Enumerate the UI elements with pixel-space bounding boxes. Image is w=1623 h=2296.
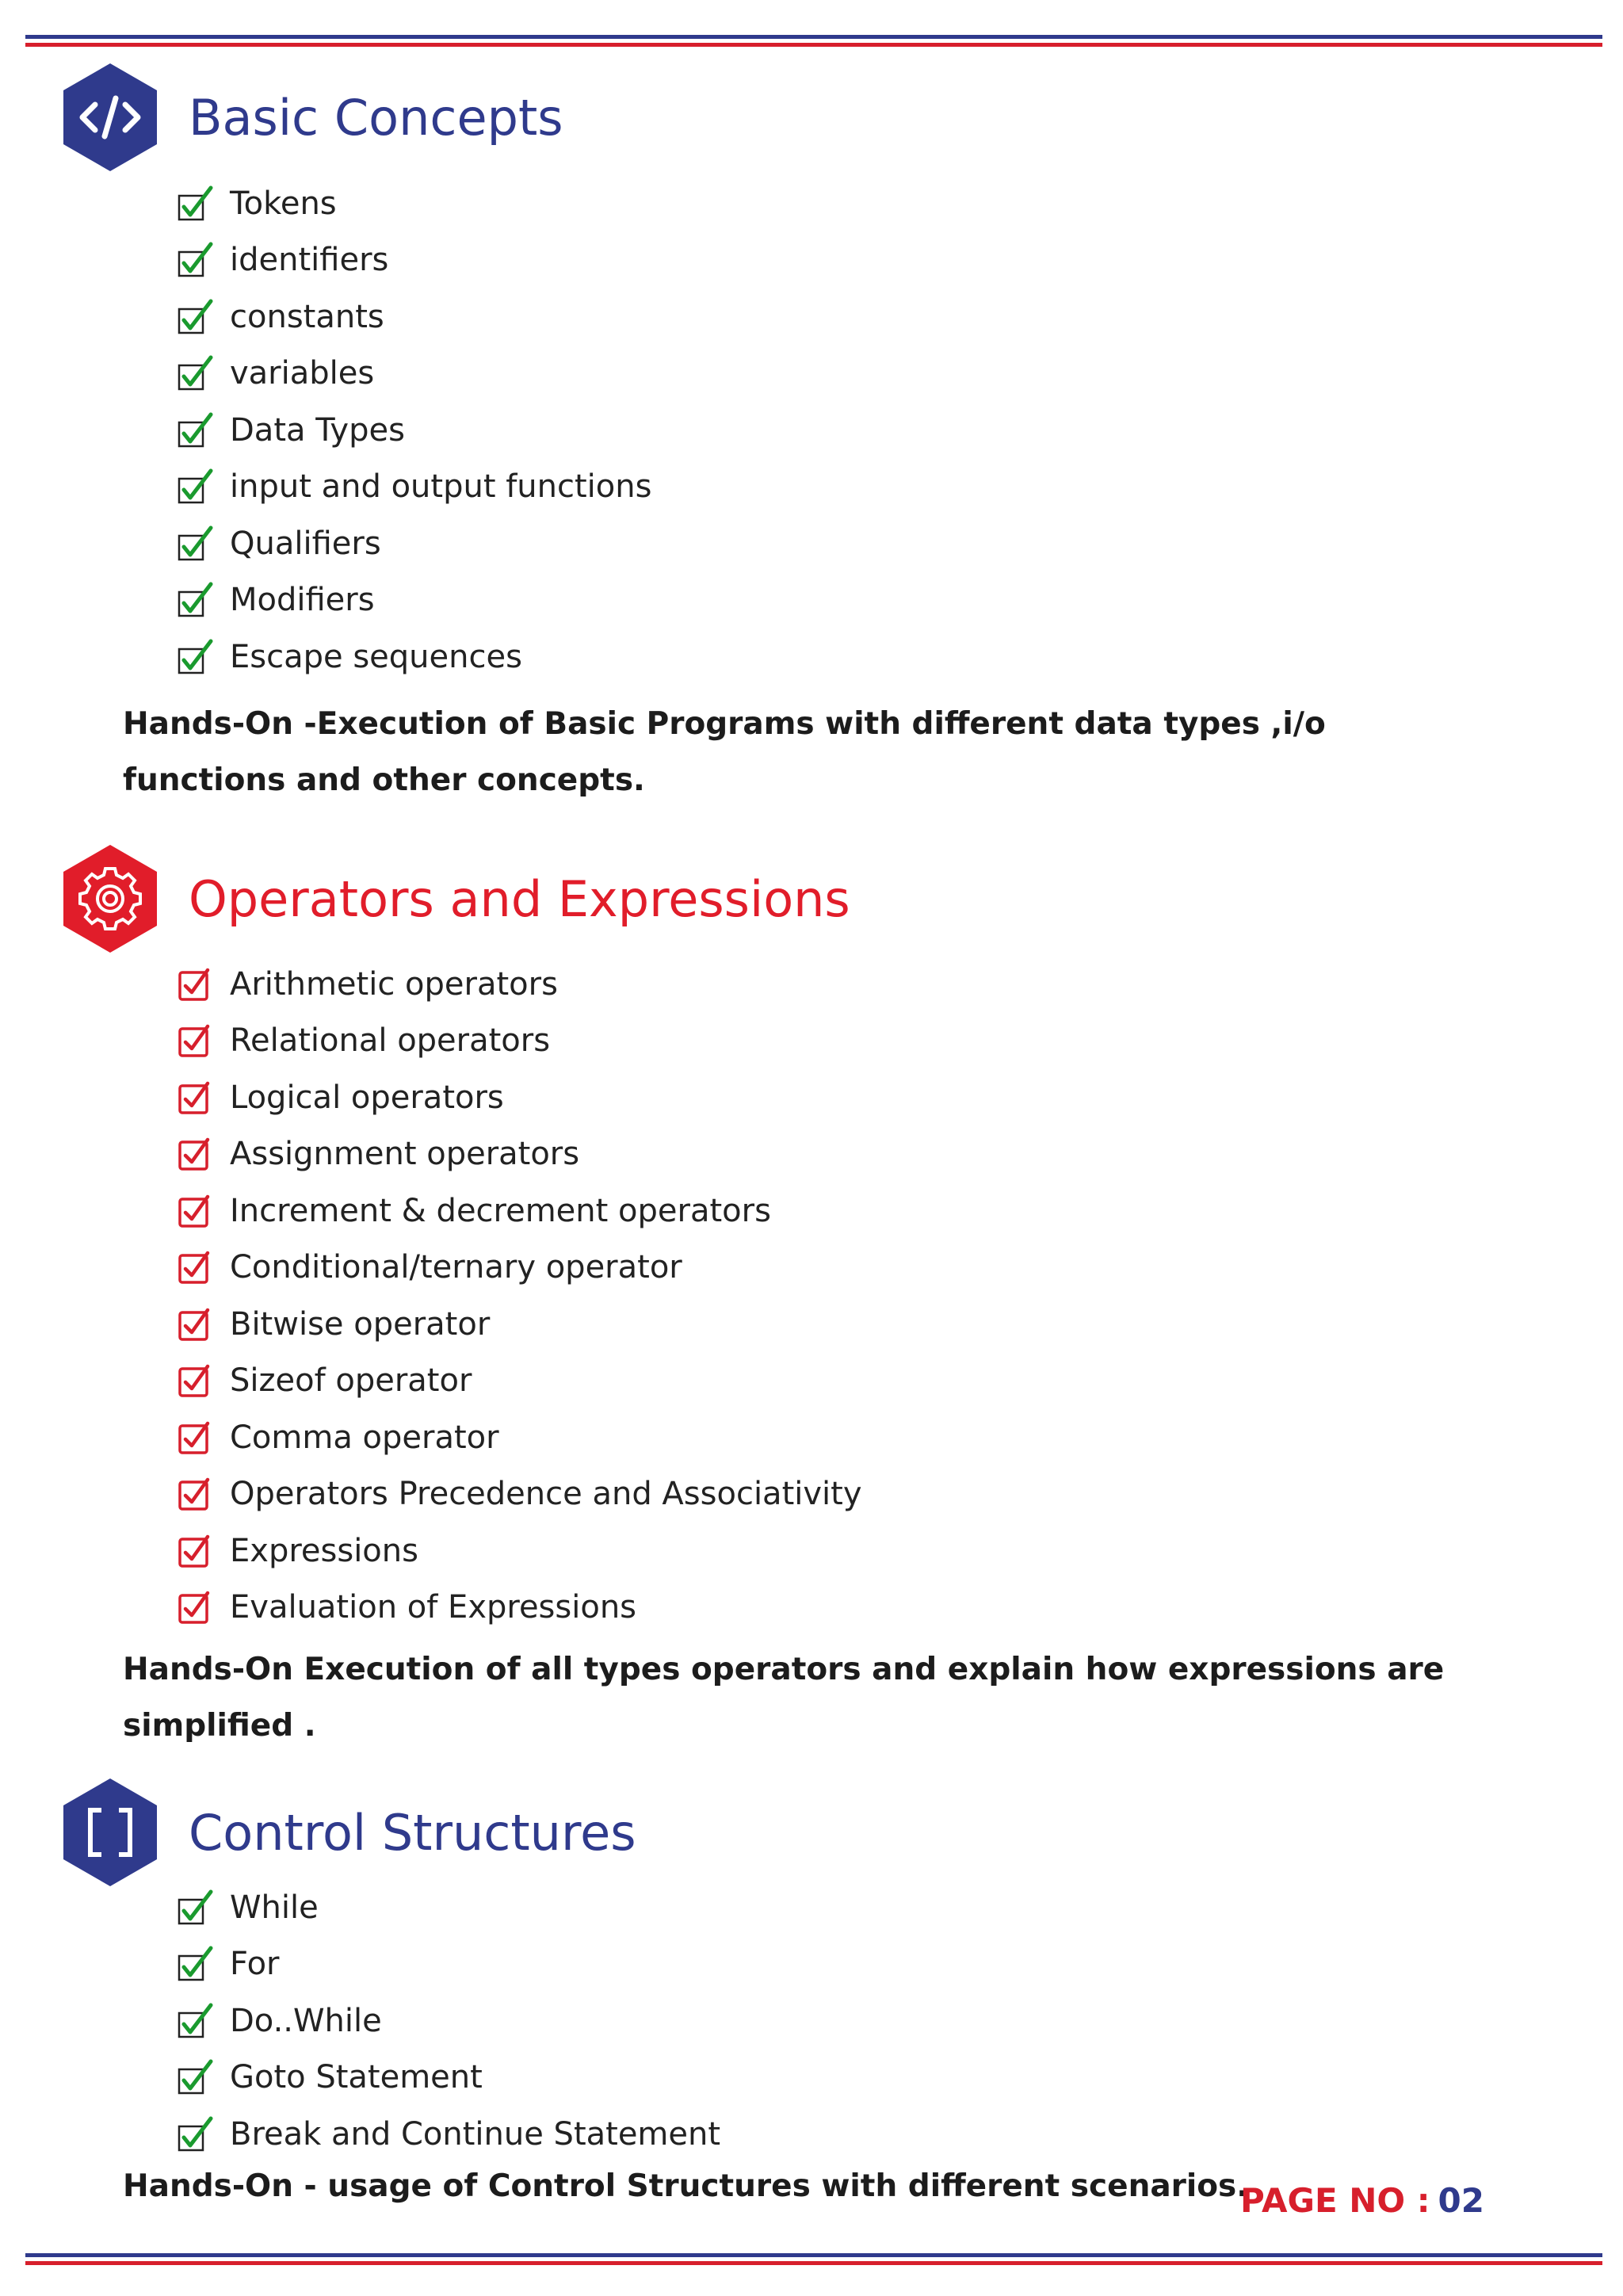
list-item <box>176 459 651 516</box>
red-checkbox-icon <box>176 1079 214 1117</box>
list-item <box>176 1069 862 1126</box>
list-item-text: Goto Statement <box>230 2059 483 2096</box>
list-item <box>176 515 651 572</box>
list-item <box>176 956 862 1013</box>
list-item <box>176 1879 720 1936</box>
green-check-icon <box>176 581 214 619</box>
green-check-icon <box>176 525 214 563</box>
list-item-text: variables <box>230 355 375 392</box>
hands-on-text: Hands-On Execution of all types operators and explain how expressions are simplified . <box>123 1652 1445 1744</box>
list-item <box>176 1013 862 1070</box>
red-checkbox-icon <box>176 1022 214 1060</box>
red-checkbox-icon <box>176 1532 214 1570</box>
section-operators-header <box>63 845 850 953</box>
list-item <box>176 288 651 346</box>
list-item-text: Assignment operators <box>230 1136 580 1173</box>
red-checkbox-icon <box>176 1248 214 1286</box>
hands-on-text: Hands-On - usage of Control Structures with different scenarios. <box>123 2168 1249 2204</box>
list-item <box>176 232 651 289</box>
green-check-icon <box>176 298 214 336</box>
gear-icon <box>63 845 157 953</box>
list-item-text: Increment & decrement operators <box>230 1192 771 1229</box>
green-check-icon <box>176 468 214 506</box>
list-item <box>176 2106 720 2163</box>
top-rule-blue <box>25 35 1602 39</box>
section-basic-concepts-header <box>63 63 563 171</box>
list-item-text: Evaluation of Expressions <box>230 1589 637 1626</box>
bottom-rule-blue <box>25 2253 1602 2257</box>
list-item <box>176 1466 862 1523</box>
section-title: Basic Concepts <box>189 88 563 147</box>
bottom-rule-red <box>25 2261 1602 2265</box>
list-item <box>176 1353 862 1410</box>
list-item <box>176 1240 862 1297</box>
list-item-text: constants <box>230 298 384 335</box>
list-item <box>176 1992 720 2050</box>
section-title: Control Structures <box>189 1803 636 1862</box>
list-item <box>176 628 651 686</box>
hands-on-text: Hands-On -Execution of Basic Programs with different data types ,i/o functions and other concepts. <box>123 706 1326 798</box>
list-item <box>176 2050 720 2107</box>
list-item-text: Tokens <box>230 185 337 222</box>
page-number-label: PAGE NO : <box>1240 2181 1430 2220</box>
green-check-icon <box>176 1945 214 1983</box>
list-item-text: Operators Precedence and Associativity <box>230 1476 862 1513</box>
list-item-text: While <box>230 1889 319 1926</box>
list-item-text: Conditional/ternary operator <box>230 1249 682 1286</box>
code-icon <box>63 63 157 171</box>
list-item <box>176 1126 862 1183</box>
list-item-text: Modifiers <box>230 582 375 619</box>
brackets-icon <box>63 1778 157 1886</box>
list-item-text: input and output functions <box>230 468 652 506</box>
red-checkbox-icon <box>176 1305 214 1343</box>
list-item <box>176 346 651 403</box>
list-item-text: Data Types <box>230 411 405 449</box>
list-item <box>176 1936 720 1993</box>
list-item-text: Break and Continue Statement <box>230 2115 721 2153</box>
list-item-text: Comma operator <box>230 1419 499 1456</box>
list-item <box>176 402 651 459</box>
list-item-text: Arithmetic operators <box>230 965 558 1003</box>
list-item-text: Escape sequences <box>230 638 522 675</box>
green-check-icon <box>176 354 214 392</box>
list-item-text: Do..While <box>230 2002 382 2039</box>
page-number-value: 02 <box>1438 2181 1484 2220</box>
green-check-icon <box>176 2002 214 2040</box>
list-item <box>176 572 651 629</box>
list-item-text: Relational operators <box>230 1022 551 1060</box>
list-item-text: Qualifiers <box>230 525 381 562</box>
green-check-icon <box>176 241 214 279</box>
list-item-text: identifiers <box>230 242 389 279</box>
red-checkbox-icon <box>176 965 214 1003</box>
list-item-text: Logical operators <box>230 1079 504 1116</box>
red-checkbox-icon <box>176 1362 214 1400</box>
red-checkbox-icon <box>176 1135 214 1173</box>
section-title: Operators and Expressions <box>189 869 850 928</box>
list-item <box>176 1522 862 1580</box>
red-checkbox-icon <box>176 1475 214 1513</box>
list-item-text: Sizeof operator <box>230 1362 472 1400</box>
list-item <box>176 1296 862 1353</box>
list-item-text: Bitwise operator <box>230 1305 491 1343</box>
green-check-icon <box>176 638 214 676</box>
page-number <box>1240 2181 1484 2220</box>
list-item-text: For <box>230 1946 280 1983</box>
basic-concepts-list <box>176 175 651 686</box>
list-item <box>176 1580 862 1637</box>
red-checkbox-icon <box>176 1419 214 1457</box>
list-item <box>176 1409 862 1466</box>
green-check-icon <box>176 2058 214 2096</box>
red-checkbox-icon <box>176 1192 214 1230</box>
operators-list <box>176 956 862 1636</box>
green-check-icon <box>176 1889 214 1927</box>
list-item <box>176 175 651 232</box>
control-structures-list <box>176 1879 720 2163</box>
list-item-text: Expressions <box>230 1532 418 1569</box>
top-rule-red <box>25 43 1602 47</box>
section-control-structures-header <box>63 1778 636 1886</box>
green-check-icon <box>176 185 214 223</box>
green-check-icon <box>176 411 214 449</box>
list-item <box>176 1182 862 1240</box>
green-check-icon <box>176 2115 214 2153</box>
red-checkbox-icon <box>176 1588 214 1626</box>
